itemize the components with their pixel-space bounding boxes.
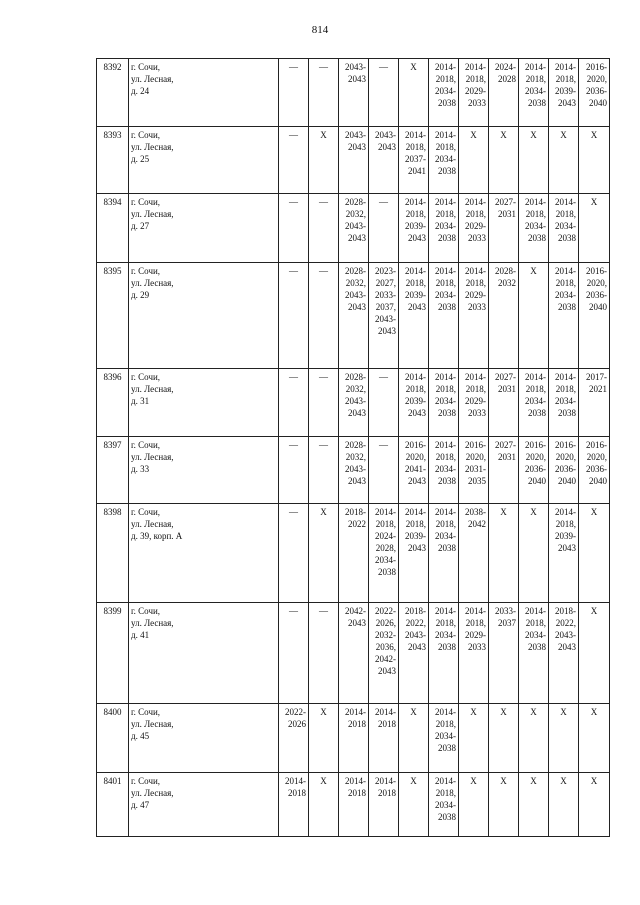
schedule-cell: X [519, 504, 549, 603]
schedule-cell: 2028- 2032, 2043- 2043 [339, 194, 369, 263]
schedule-cell: — [279, 603, 309, 704]
row-number: 8394 [97, 194, 129, 263]
schedule-cell: X [489, 773, 519, 837]
schedule-cell: 2043- 2043 [339, 127, 369, 194]
schedule-cell: 2014- 2018, 2034- 2038 [519, 369, 549, 437]
schedule-cell: 2027- 2031 [489, 437, 519, 504]
schedule-cell: 2014- 2018, 2029- 2033 [459, 194, 489, 263]
schedule-cell: X [309, 127, 339, 194]
schedule-cell: X [489, 504, 519, 603]
schedule-cell: — [369, 194, 399, 263]
table-row [97, 504, 610, 603]
address-cell: г. Сочи, ул. Лесная, д. 25 [129, 127, 279, 194]
schedule-cell: 2022- 2026, 2032- 2036, 2042- 2043 [369, 603, 399, 704]
row-number: 8393 [97, 127, 129, 194]
schedule-cell: 2014- 2018, 2034- 2038 [549, 263, 579, 369]
schedule-cell: — [309, 59, 339, 127]
schedule-cell: X [459, 704, 489, 773]
table-row [97, 773, 610, 837]
row-number: 8398 [97, 504, 129, 603]
schedule-cell: 2014- 2018, 2034- 2038 [429, 437, 459, 504]
schedule-cell: 2014- 2018, 2034- 2038 [519, 59, 549, 127]
schedule-cell: 2014- 2018, 2029- 2033 [459, 59, 489, 127]
schedule-cell: X [579, 504, 610, 603]
schedule-cell: X [489, 704, 519, 773]
schedule-cell: 2016- 2020, 2036- 2040 [579, 437, 610, 504]
table-row [97, 369, 610, 437]
schedule-cell: — [279, 437, 309, 504]
schedule-cell: 2028- 2032, 2043- 2043 [339, 437, 369, 504]
schedule-cell: X [579, 603, 610, 704]
row-number: 8401 [97, 773, 129, 837]
schedule-cell: 2033- 2037 [489, 603, 519, 704]
schedule-cell: 2028- 2032, 2043- 2043 [339, 263, 369, 369]
schedule-cell: — [309, 263, 339, 369]
row-number: 8397 [97, 437, 129, 504]
schedule-cell: 2042- 2043 [339, 603, 369, 704]
schedule-cell: 2014- 2018 [339, 773, 369, 837]
schedule-cell: 2027- 2031 [489, 369, 519, 437]
schedule-cell: 2014- 2018, 2024- 2028, 2034- 2038 [369, 504, 399, 603]
schedule-cell: X [549, 704, 579, 773]
schedule-cell: — [309, 369, 339, 437]
row-number: 8400 [97, 704, 129, 773]
schedule-cell: X [309, 704, 339, 773]
schedule-cell: 2014- 2018, 2037- 2041 [399, 127, 429, 194]
address-cell: г. Сочи, ул. Лесная, д. 27 [129, 194, 279, 263]
schedule-cell: 2014- 2018, 2034- 2038 [429, 127, 459, 194]
table-row [97, 603, 610, 704]
table-row [97, 263, 610, 369]
schedule-cell: 2014- 2018, 2029- 2033 [459, 369, 489, 437]
page-number: 814 [311, 24, 329, 36]
schedule-cell: 2014- 2018, 2034- 2038 [429, 59, 459, 127]
schedule-cell: 2016- 2020, 2036- 2040 [549, 437, 579, 504]
schedule-cell: — [279, 59, 309, 127]
schedule-cell: 2014- 2018, 2039- 2043 [399, 369, 429, 437]
schedule-cell: 2014- 2018, 2034- 2038 [519, 194, 549, 263]
schedule-cell: 2014- 2018, 2039- 2043 [549, 504, 579, 603]
schedule-cell: — [279, 127, 309, 194]
address-cell: г. Сочи, ул. Лесная, д. 29 [129, 263, 279, 369]
schedule-cell: 2014- 2018, 2034- 2038 [549, 369, 579, 437]
schedule-cell: 2014- 2018, 2034- 2038 [429, 773, 459, 837]
schedule-cell: — [369, 437, 399, 504]
row-number: 8399 [97, 603, 129, 704]
schedule-cell: 2014- 2018, 2029- 2033 [459, 603, 489, 704]
schedule-cell: 2016- 2020, 2031- 2035 [459, 437, 489, 504]
schedule-cell: X [579, 127, 610, 194]
schedule-cell: X [399, 59, 429, 127]
schedule-cell: 2016- 2020, 2041- 2043 [399, 437, 429, 504]
schedule-cell: 2014- 2018 [369, 704, 399, 773]
schedule-cell: X [519, 773, 549, 837]
schedule-cell: X [579, 194, 610, 263]
schedule-cell: — [279, 369, 309, 437]
schedule-cell: 2014- 2018, 2034- 2038 [429, 369, 459, 437]
schedule-cell: — [279, 263, 309, 369]
schedule-cell: 2018- 2022, 2043- 2043 [399, 603, 429, 704]
table-row [97, 59, 610, 127]
schedule-cell: 2014- 2018, 2039- 2043 [399, 504, 429, 603]
table-row [97, 194, 610, 263]
schedule-cell: X [489, 127, 519, 194]
row-number: 8396 [97, 369, 129, 437]
schedule-cell: 2018- 2022, 2043- 2043 [549, 603, 579, 704]
address-cell: г. Сочи, ул. Лесная, д. 39, корп. А [129, 504, 279, 603]
address-cell: г. Сочи, ул. Лесная, д. 31 [129, 369, 279, 437]
schedule-cell: 2014- 2018, 2034- 2038 [429, 263, 459, 369]
schedule-cell: 2017- 2021 [579, 369, 610, 437]
schedule-cell: — [309, 194, 339, 263]
row-number: 8392 [97, 59, 129, 127]
schedule-cell: — [279, 504, 309, 603]
schedule-cell: 2016- 2020, 2036- 2040 [519, 437, 549, 504]
schedule-cell: 2014- 2018, 2034- 2038 [549, 194, 579, 263]
schedule-cell: 2027- 2031 [489, 194, 519, 263]
schedule-cell: 2043- 2043 [369, 127, 399, 194]
schedule-cell: — [369, 369, 399, 437]
schedule-cell: 2014- 2018, 2039- 2043 [549, 59, 579, 127]
schedule-cell: 2018- 2022 [339, 504, 369, 603]
schedule-cell: 2014- 2018, 2034- 2038 [429, 194, 459, 263]
schedule-cell: X [399, 773, 429, 837]
schedule-cell: X [519, 704, 549, 773]
address-cell: г. Сочи, ул. Лесная, д. 33 [129, 437, 279, 504]
schedule-cell: 2024- 2028 [489, 59, 519, 127]
schedule-cell: X [459, 127, 489, 194]
schedule-cell: 2014- 2018 [369, 773, 399, 837]
schedule-cell: 2014- 2018, 2029- 2033 [459, 263, 489, 369]
schedule-cell: X [309, 773, 339, 837]
schedule-cell: — [309, 437, 339, 504]
schedule-cell: X [399, 704, 429, 773]
schedule-cell: X [519, 127, 549, 194]
schedule-cell: X [579, 704, 610, 773]
schedule-cell: X [519, 263, 549, 369]
schedule-cell: 2014- 2018, 2034- 2038 [429, 504, 459, 603]
schedule-cell: 2014- 2018, 2039- 2043 [399, 263, 429, 369]
address-cell: г. Сочи, ул. Лесная, д. 45 [129, 704, 279, 773]
schedule-cell: — [369, 59, 399, 127]
schedule-cell: 2028- 2032 [489, 263, 519, 369]
table-row [97, 704, 610, 773]
row-number: 8395 [97, 263, 129, 369]
address-cell: г. Сочи, ул. Лесная, д. 47 [129, 773, 279, 837]
schedule-cell: 2014- 2018, 2039- 2043 [399, 194, 429, 263]
schedule-cell: 2014- 2018, 2034- 2038 [429, 704, 459, 773]
schedule-cell: 2014- 2018, 2034- 2038 [429, 603, 459, 704]
address-cell: г. Сочи, ул. Лесная, д. 41 [129, 603, 279, 704]
schedule-cell: 2014- 2018, 2034- 2038 [519, 603, 549, 704]
schedule-table [96, 58, 610, 837]
schedule-cell: 2016- 2020, 2036- 2040 [579, 59, 610, 127]
address-cell: г. Сочи, ул. Лесная, д. 24 [129, 59, 279, 127]
schedule-cell: X [549, 773, 579, 837]
schedule-cell: 2014- 2018 [279, 773, 309, 837]
table-row [97, 127, 610, 194]
schedule-cell: X [549, 127, 579, 194]
schedule-cell: — [309, 603, 339, 704]
schedule-cell: 2023- 2027, 2033- 2037, 2043- 2043 [369, 263, 399, 369]
schedule-cell: X [309, 504, 339, 603]
schedule-cell: 2028- 2032, 2043- 2043 [339, 369, 369, 437]
schedule-cell: 2016- 2020, 2036- 2040 [579, 263, 610, 369]
schedule-cell: X [579, 773, 610, 837]
table-row [97, 437, 610, 504]
schedule-cell: 2022- 2026 [279, 704, 309, 773]
schedule-cell: 2043- 2043 [339, 59, 369, 127]
schedule-cell: 2038- 2042 [459, 504, 489, 603]
schedule-cell: X [459, 773, 489, 837]
schedule-cell: — [279, 194, 309, 263]
schedule-cell: 2014- 2018 [339, 704, 369, 773]
